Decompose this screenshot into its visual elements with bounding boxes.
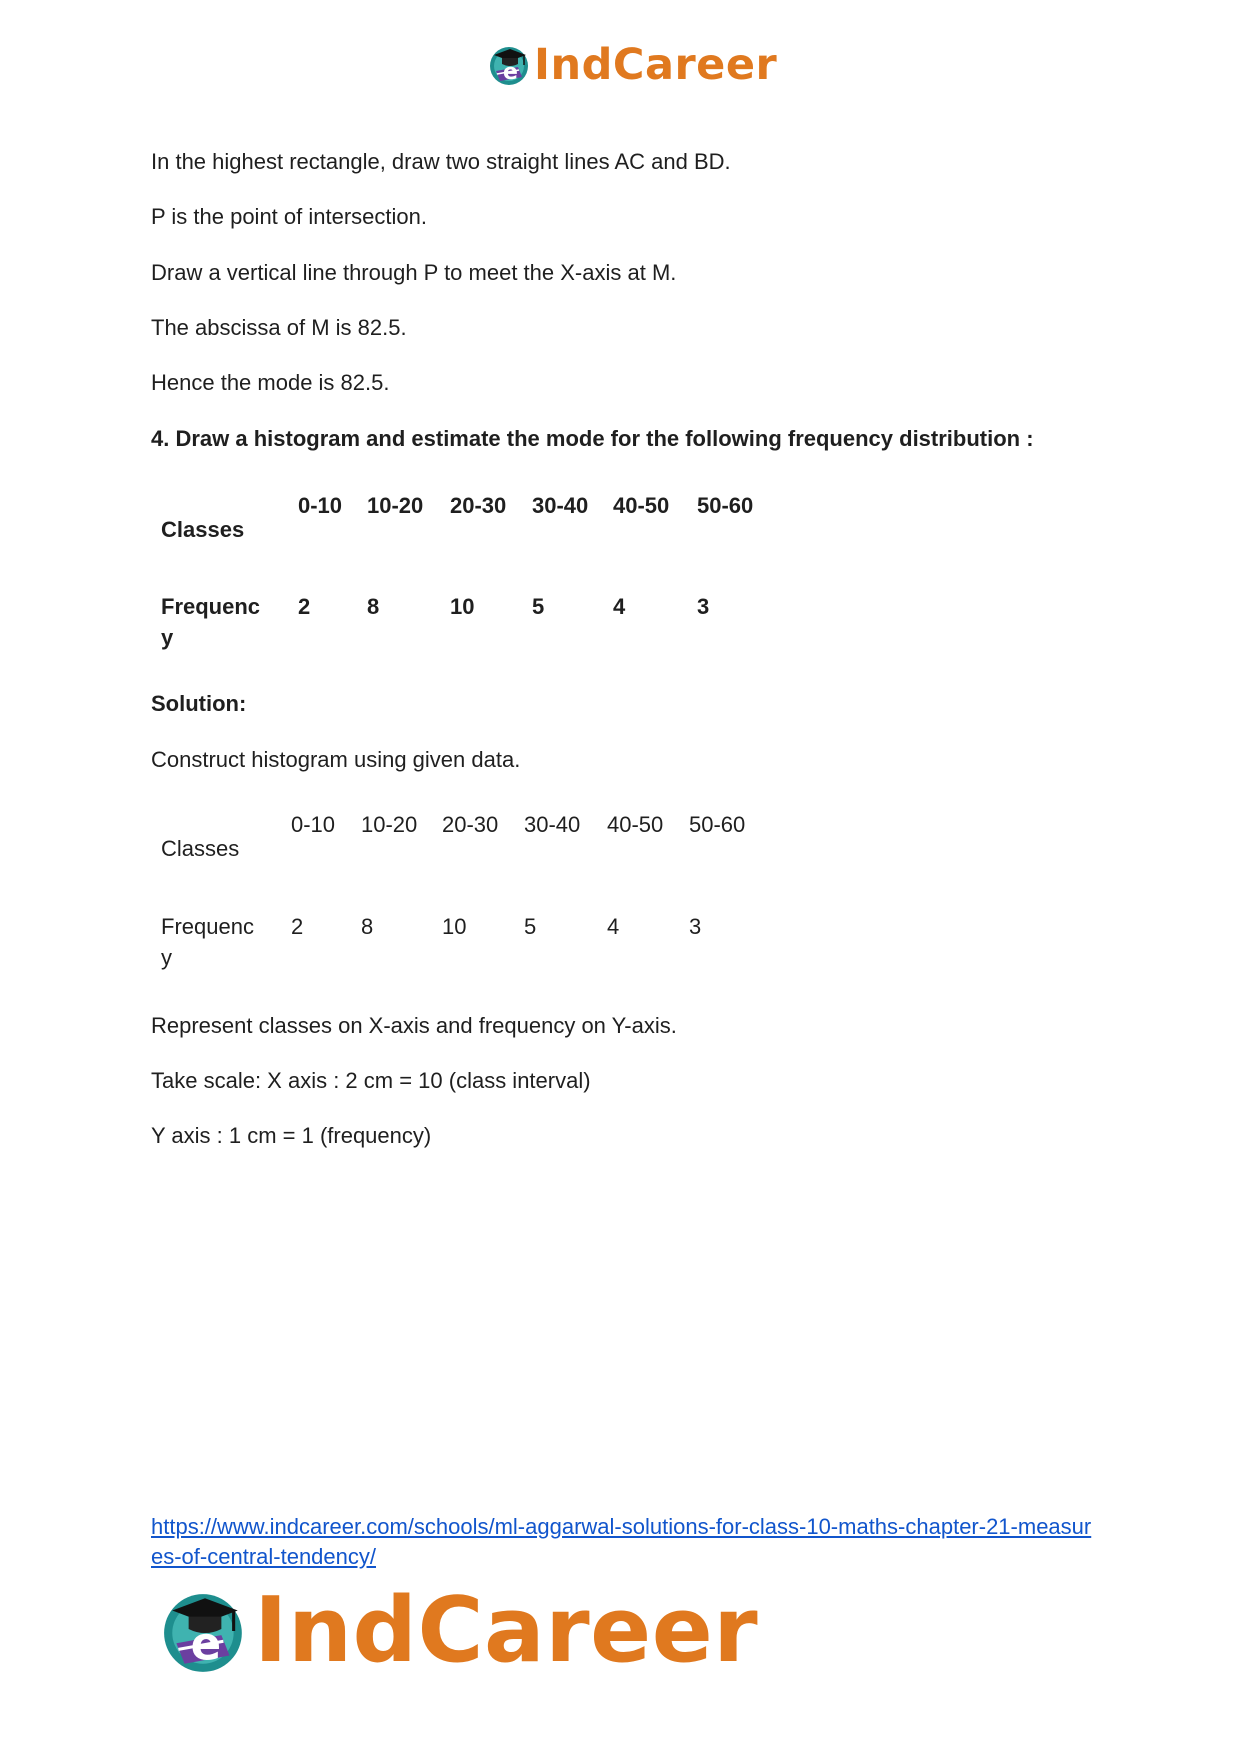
paragraph-1: In the highest rectangle, draw two straight lines AC and BD. xyxy=(151,149,731,174)
graduation-cap-icon xyxy=(488,43,532,87)
paragraph-2: P is the point of intersection. xyxy=(151,204,427,229)
paragraph-5: Hence the mode is 82.5. xyxy=(151,370,390,395)
source-link[interactable]: https://www.indcareer.com/schools/ml-aggarwal-solutions-for-class-10-maths-chapter-21-measures-of-central-tendency/ xyxy=(151,1514,1092,1569)
table-frequency: 2 xyxy=(291,914,304,939)
table-class: 10-20 xyxy=(361,812,418,837)
footer-logo-text: IndCareer xyxy=(254,1578,759,1683)
table-label-frequency-wrap: y xyxy=(161,625,174,650)
solution-heading: Solution: xyxy=(151,691,247,716)
question-heading: 4. Draw a histogram and estimate the mode for the following frequency distribution : xyxy=(151,426,1034,451)
table-class: 50-60 xyxy=(697,493,754,518)
table-class: 10-20 xyxy=(367,493,424,518)
paragraph-4: The abscissa of M is 82.5. xyxy=(151,315,407,340)
table-class: 50-60 xyxy=(689,812,746,837)
header-logo xyxy=(488,40,777,90)
table-frequency: 5 xyxy=(524,914,537,939)
table-frequency: 3 xyxy=(689,914,702,939)
table-frequency: 10 xyxy=(442,914,467,939)
table-label-frequency-wrap: y xyxy=(161,945,172,970)
table-label-classes: Classes xyxy=(161,517,245,542)
table-frequency: 5 xyxy=(532,594,545,619)
table-class: 20-30 xyxy=(450,493,507,518)
table-class: 40-50 xyxy=(613,493,670,518)
svg-text:e: e xyxy=(503,60,518,85)
table-class: 40-50 xyxy=(607,812,664,837)
table-class: 30-40 xyxy=(532,493,589,518)
table-label-frequency: Frequenc xyxy=(161,594,261,619)
table-frequency: 4 xyxy=(613,594,626,619)
construct-text: Construct histogram using given data. xyxy=(151,747,521,772)
paragraph-x-scale: Take scale: X axis : 2 cm = 10 (class interval) xyxy=(151,1068,591,1093)
table-frequency: 8 xyxy=(361,914,374,939)
paragraph-y-scale: Y axis : 1 cm = 1 (frequency) xyxy=(151,1123,432,1148)
table-class: 0-10 xyxy=(298,493,343,518)
header-logo-text: IndCareer xyxy=(534,40,778,90)
table-frequency: 2 xyxy=(298,594,311,619)
svg-text:e: e xyxy=(190,1617,222,1671)
table-class: 30-40 xyxy=(524,812,581,837)
table-frequency: 3 xyxy=(697,594,710,619)
table-frequency: 8 xyxy=(367,594,380,619)
footer-logo xyxy=(160,1578,758,1683)
table-label-classes: Classes xyxy=(161,836,240,861)
paragraph-axes: Represent classes on X-axis and frequency on Y-axis. xyxy=(151,1013,677,1038)
graduation-cap-icon xyxy=(160,1586,250,1676)
table-label-frequency: Frequenc xyxy=(161,914,254,939)
table-class: 0-10 xyxy=(291,812,336,837)
table-frequency: 10 xyxy=(450,594,475,619)
table-frequency: 4 xyxy=(607,914,620,939)
paragraph-3: Draw a vertical line through P to meet the X-axis at M. xyxy=(151,260,677,285)
table-class: 20-30 xyxy=(442,812,499,837)
